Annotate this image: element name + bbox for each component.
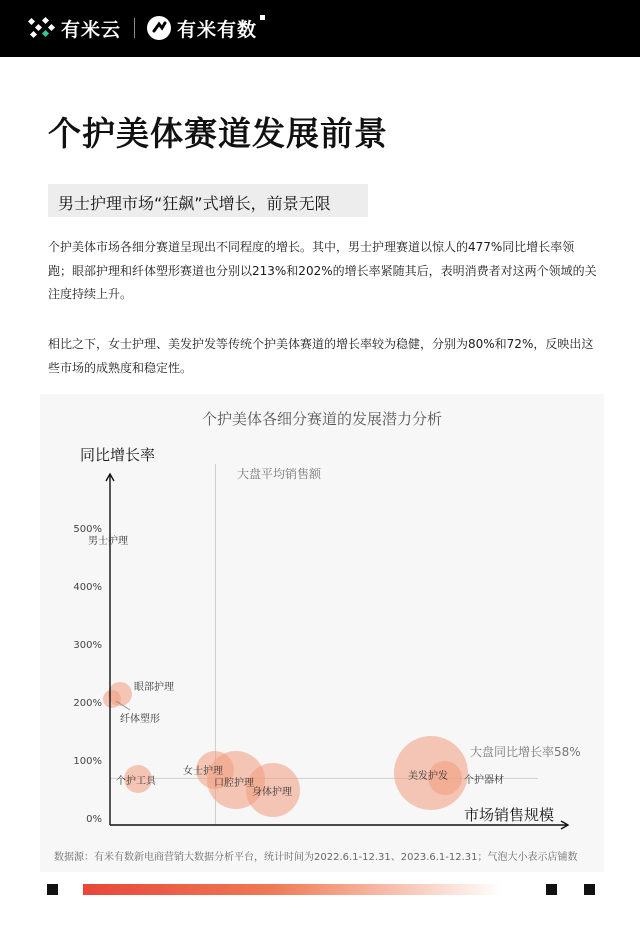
y-tick-label: 200%	[73, 698, 102, 709]
y-tick-label: 0%	[86, 814, 102, 825]
footer-gradient-bar	[83, 884, 503, 895]
youmi-data-icon	[146, 15, 172, 41]
youmi-data-logo	[146, 14, 257, 42]
brand-name-youmi-data: 有米有数	[177, 18, 258, 41]
bubble-label: 个护器材	[464, 775, 504, 786]
brand-divider	[134, 18, 135, 38]
bubble-label: 美发护发	[408, 771, 448, 782]
top-bar	[0, 0, 640, 57]
footer-decoration	[0, 884, 640, 898]
youmi-cloud-logo	[28, 15, 121, 41]
bubble-label: 男士护理	[88, 536, 128, 547]
footer-square-left-1	[47, 884, 58, 895]
brand-name-youmi-cloud: 有米云	[61, 18, 122, 41]
footer-square-right-2	[584, 884, 595, 895]
y-tick-label: 300%	[73, 640, 102, 651]
y-tick-label: 100%	[73, 756, 102, 767]
y-tick-label: 500%	[73, 524, 102, 535]
brand-mark-dot	[260, 15, 265, 20]
y-tick-label: 400%	[73, 582, 102, 593]
bubble-label: 个护工具	[116, 776, 156, 787]
bubble-label: 纤体塑形	[120, 714, 160, 725]
bubble-chart	[40, 394, 604, 872]
y-axis-label: 同比增长率	[80, 446, 156, 464]
chart-title: 个护美体各细分赛道的发展潜力分析	[201, 410, 443, 428]
data-source-note: 数据源：有米有数新电商营销大数据分析平台，统计时间为2022.6.1-12.31、2023.6.1-12.31；气泡大小表示店铺数	[54, 852, 578, 863]
bubble-label: 女士护理	[183, 766, 223, 777]
reference-line-growth-label: 大盘同比增长率58%	[470, 745, 581, 759]
bubble-纤体塑形	[103, 690, 121, 708]
x-axis-label: 市场销售规模	[464, 806, 555, 824]
bubble-chart-svg	[40, 394, 604, 872]
youmi-cloud-icon	[28, 15, 56, 41]
bubble-label: 眼部护理	[134, 682, 174, 693]
subtitle-box	[48, 184, 368, 217]
bubble-label: 身体护理	[252, 787, 292, 798]
paragraph-2: 相比之下，女士护理、美发护发等传统个护美体赛道的增长率较为稳健，分别为80%和72%，反映出这些市场的成熟度和稳定性。	[48, 337, 594, 375]
reference-line-sales-label: 大盘平均销售额	[237, 467, 322, 481]
subtitle: 男士护理市场“狂飙”式增长，前景无限	[58, 194, 331, 213]
bubble-label: 口腔护理	[214, 778, 254, 789]
footer-square-right-1	[546, 884, 557, 895]
paragraph-1: 个护美体市场各细分赛道呈现出不同程度的增长。其中，男士护理赛道以惊人的477%同比增长率领跑；眼部护理和纤体塑形赛道也分别以213%和202%的增长率紧随其后，表明消费者对这两个领域的关注度持续上升。	[48, 240, 597, 301]
page-title: 个护美体赛道发展前景	[48, 114, 388, 153]
